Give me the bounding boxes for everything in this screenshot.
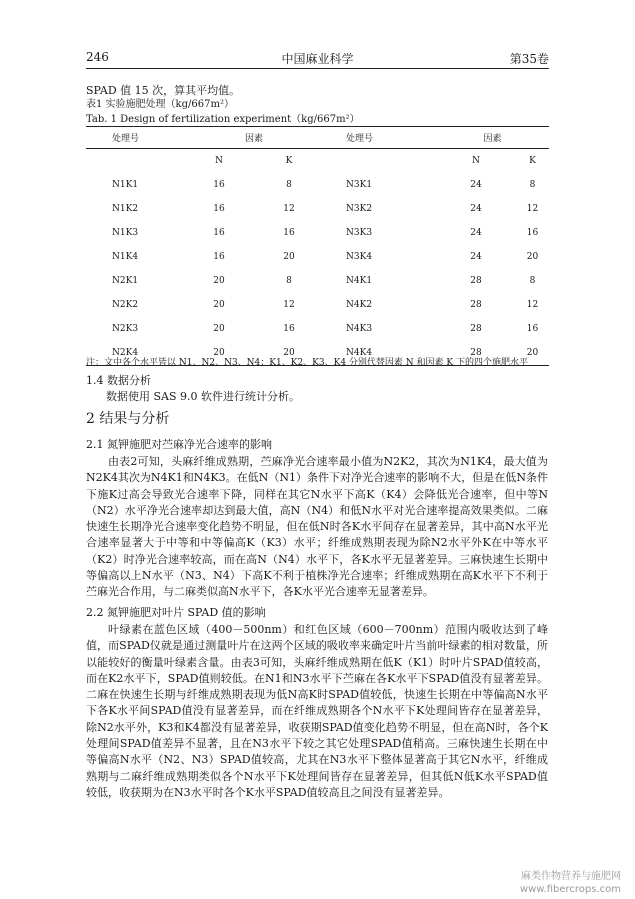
table-cell: 24 [470,252,482,262]
table-cell: 16 [526,228,539,238]
table-cell: 16 [213,228,225,238]
table-cell: 20 [213,348,225,358]
table-subheader-row [86,149,549,174]
table-cell: N1K1 [112,180,139,190]
intro-line: SPAD 值 15 次，算其平均值。 [86,84,241,97]
col-header-factor: 因素 [184,127,324,149]
table-cell: 28 [470,276,482,286]
subheader-n: N [215,156,223,166]
table-cell: N4K4 [346,348,373,358]
table-cell: N2K2 [112,300,139,310]
col-header-factor: 因素 [436,127,549,149]
table-header-row [86,127,549,149]
table-cell: N2K4 [112,348,139,358]
table-cell: N2K1 [112,276,139,286]
table-cell: 24 [470,180,482,190]
table-row [86,293,549,317]
watermark [520,870,621,896]
table-cell: N3K1 [346,180,373,190]
section-1-4-title: 1.4 数据分析 [86,374,151,387]
table-cell: N1K2 [112,204,139,214]
subheader-k: K [285,156,293,166]
table-caption-en: Tab. 1 Design of fertilization experiment（kg/667m²） [86,114,360,125]
table-cell: N4K2 [346,300,373,310]
journal-title: 中国麻业科学 [281,52,354,66]
table-cell: 24 [470,204,482,214]
table-cell: N3K3 [346,228,373,238]
table-cell: 20 [526,348,539,358]
section-2-title: 2 结果与分析 [86,411,170,427]
table-cell: N1K3 [112,228,139,238]
table-cell: 8 [286,180,292,190]
table-cell: 28 [470,324,482,334]
section-1-4-text: 数据使用 SAS 9.0 软件进行统计分析。 [106,390,300,403]
table-cell: N3K4 [346,252,373,262]
running-header [86,50,549,70]
table-cell: 16 [283,228,295,238]
table-cell: 16 [213,252,225,262]
section-2-1-title: 2.1 氮钾施肥对苎麻净光合速率的影响 [86,438,272,451]
watermark-line2: www.fibercrops.com [519,884,621,895]
table-cell: 12 [283,300,295,310]
table-row [86,221,549,245]
table-row [86,269,549,293]
table-cell: 28 [470,348,482,358]
table-note: 注：文中各个水平皆以 N1、N2、N3、N4；K1、K2、K3、K4 分别代替因素 N 和因素 K 下的四个施肥水平 [86,358,528,368]
subheader-n: N [472,156,480,166]
table-cell: N4K1 [346,276,373,286]
col-header-treatment: 处理号 [324,127,436,149]
table-cell: 20 [213,324,225,334]
table-cell: N2K3 [112,324,139,334]
table-cell: 24 [470,228,482,238]
table-row [86,197,549,221]
table-cell: 20 [526,252,539,262]
table-cell: 12 [526,204,539,214]
section-2-2-text: 叶绿素在蓝色区域（400－500nm）和红色区域（600－700nm）范围内吸收达到了峰值，而SPAD仪就是通过测量叶片在这两个区域的吸收率来确定叶片当前叶绿素的相对数量，所以能较好的衡量叶绿素含量。由表3可知，头麻纤维成熟期在低K（K1）时叶片SPAD值较高，而在K2水平下，SPAD值则较低。在N1和N3水平下苎麻在各K水平下SPAD值没有显著差异。二麻在快速生长期与纤维成熟期表现为低N高K时SPAD值较低，快速生长期在中等偏高N水平下各K水平间SPAD值没有显著差异，而在纤维成熟期各个N水平下K处理间皆存在显著差异，除N2水平外，K3和K4都没有显著差异，收获期SPAD值变化趋势不明显，但在高N时，各个K处理间SPAD值差异不显著，且在N3水平下较之其它处理SPAD值稍高。三麻快速生长期在中等偏高N水平（N2、N3）SPAD值较高，尤其在N3水平下整体显著高于其它N水平，纤维成熟期与二麻纤维成熟期类似各个N水平下K处理间皆存在显著差异，但其低N低K水平SPAD值较低，收获期为在N3水平时各个K水平SPAD值较高且之间没有显著差异。 [86,623,548,799]
table-caption-cn: 表1 实验施肥处理（kg/667m²） [86,99,234,110]
table-row [86,245,549,269]
table-row [86,317,549,341]
fertilization-table [86,126,549,366]
header-rule [86,68,549,69]
table-cell: 16 [213,204,225,214]
table-cell: N4K3 [346,324,373,334]
table-cell: N3K2 [346,204,373,214]
volume-label: 第35卷 [509,52,549,66]
table-cell: 20 [283,252,295,262]
table-cell: 20 [213,276,225,286]
table-cell: 12 [526,300,539,310]
section-2-1-text: 由表2可知，头麻纤维成熟期，苎麻净光合速率最小值为N2K2，其次为N1K4，最大值为N2K4其次为N4K1和N4K3。在低N（N1）条件下对净光合速率的影响不大，但是在低N条件下施K过高会导致光合速率下降，同样在其它N水平下高K（K4）会降低光合速率，但中等N（N2）水平净光合速率却达到最大值，高N（N4）和低N水平对光合速率提高效果类似。二麻快速生长期净光合速率变化趋势不明显，但在低N时各K水平间存在显著差异，其中高N水平光合速率显著大于中等和中等偏高K（K3）水平；纤维成熟期表现为除N2水平外K在中等水平（K2）时净光合速率较高，而在高N（N4）水平下，各K水平无显著差异。三麻快速生长期中等偏高以上N水平（N3、N4）下高K不利于植株净光合速率；纤维成熟期在高K水平下不利于苎麻光合作用，与二麻类似高N水平下，各K水平光合速率无显著差异。 [86,455,548,599]
table-cell: 16 [526,324,539,334]
table-cell: 8 [286,276,292,286]
page-number: 246 [86,50,109,64]
table-cell: 8 [529,180,536,190]
section-2-2-title: 2.2 氮钾施肥对叶片 SPAD 值的影响 [86,606,266,619]
col-header-treatment: 处理号 [86,127,184,149]
table-cell: 20 [283,348,295,358]
watermark-line1: 麻类作物营养与施肥网 [521,871,621,882]
subheader-k: K [529,156,536,166]
table-cell: 12 [283,204,295,214]
table-cell: 28 [470,300,482,310]
table-row [86,173,549,197]
table-cell: 8 [529,276,536,286]
table-cell: 20 [213,300,225,310]
table-cell: 16 [283,324,295,334]
table-cell: N1K4 [112,252,139,262]
table-cell: 16 [213,180,225,190]
